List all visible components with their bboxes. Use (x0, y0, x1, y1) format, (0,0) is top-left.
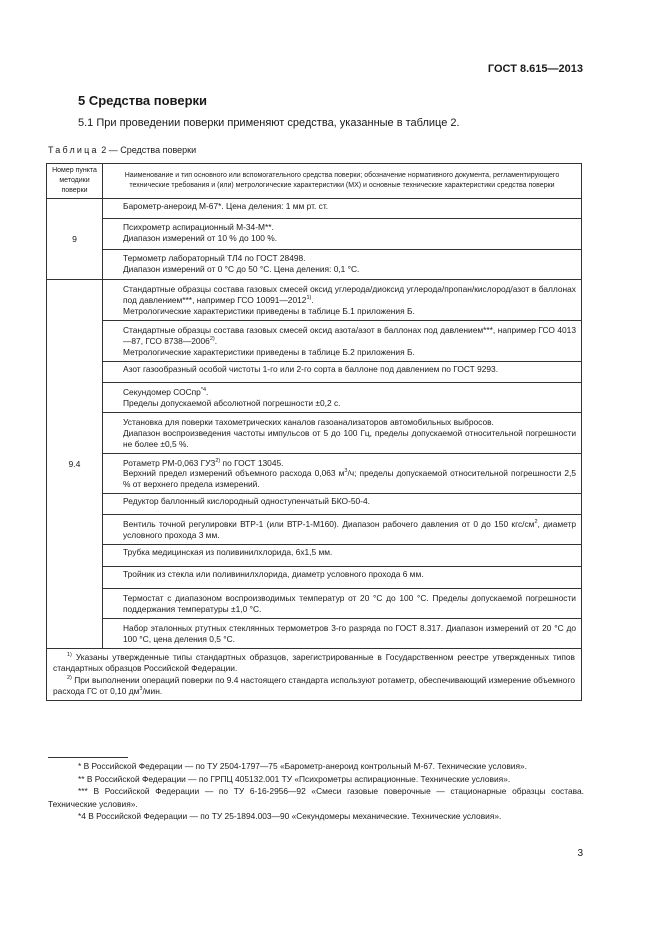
footnote: ** В Российской Федерации — по ГРПЦ 405132.001 ТУ «Психрометры аспирационные. Технические условия». (78, 773, 511, 784)
footnote: *** В Российской Федерации — по ТУ 6-16-2956—92 «Смеси газовые поверочные — стационарные образцы состава. Технические условия». (48, 786, 584, 809)
cell-text: Диапазон измерений от 10 % до 100 %. (123, 233, 278, 244)
cell-text: Тройник из стекла или поливинилхлорида, диаметр условного прохода 6 мм. (123, 569, 424, 580)
table-cell (103, 545, 582, 567)
cell-text: Диапазон измерений от 0 °С до 50 °С. Цена деления: 0,1 °С. (123, 264, 360, 275)
table-cell (103, 361, 582, 382)
table-header-row (47, 164, 582, 199)
footnotes (48, 760, 584, 823)
cell-text: Секундомер СОСпр$^{*4}$. (123, 386, 209, 397)
cell-text: Термометр лабораторный ТЛ4 по ГОСТ 28498. (123, 253, 306, 264)
table-notes (47, 648, 582, 700)
table-row (47, 382, 582, 412)
cell-text: Метрологические характеристики приведены в таблице Б.2 приложения Б. (123, 347, 415, 358)
table-cell (103, 199, 582, 219)
table-row (47, 361, 582, 382)
table-cell (103, 321, 582, 362)
footnote: * В Российской Федерации — по ТУ 2504-1797—75 «Барометр-анероид контрольный М-67. Технические условия». (78, 761, 527, 771)
item-number-9-4: 9.4 (47, 280, 103, 648)
table-caption-label: Таблица (48, 145, 99, 155)
cell-text: Пределы допускаемой абсолютной погрешности ±0,2 с. (123, 397, 341, 408)
table-cell (103, 567, 582, 589)
cell-text: Трубка медицинская из поливинилхлорида, 6х1,5 мм. (123, 547, 333, 558)
table-row (47, 250, 582, 280)
table-cell (103, 280, 582, 321)
cell-text: Набор эталонных ртутных стеклянных термометров 3-го разряда по ГОСТ 8.317. Диапазон измерений от 20 °С до 100 °С, цена деления 0,5 °С. (123, 623, 576, 644)
cell-text: Психрометр аспирационный М-34-М**. (123, 222, 274, 233)
cell-text: Азот газообразный особой чистоты 1-го или 2-го сорта в баллоне под давлением по ГОСТ 9293. (123, 363, 499, 374)
cell-text: Вентиль точной регулировки ВТР-1 (или ВТР-1-М160). Диапазон рабочего давления от 0 до 150 кгс/$см^2$, диаметр условного прохода 3 мм. (123, 519, 576, 541)
header-item-number: Номер пункта методики поверки (47, 164, 103, 199)
cell-text: Барометр-анероид М-67*. Цена деления: 1 мм рт. ст. (123, 201, 329, 212)
section-title: 5 Средства поверки (78, 93, 208, 108)
table-row (47, 494, 582, 515)
table-row (47, 567, 582, 589)
document-code: ГОСТ 8.615—2013 (487, 63, 583, 75)
table-row (47, 219, 582, 250)
table-caption-text: 2 — Средства поверки (101, 145, 197, 155)
table-caption (48, 145, 196, 155)
intro-paragraph: 5.1 При проведении поверки применяют средства, указанные в таблице 2. (78, 117, 460, 129)
table-cell (103, 412, 582, 453)
cell-text: Верхний предел измерений объемного расхода 0,063 $м^3/ч$; пределы допускаемой относительной погрешности 2,5 % от верхнего предела измерений. (123, 468, 576, 490)
cell-text: Термостат с диапазоном воспроизводимых температур от 20 °С до 100 °С. Пределы допускаемой погрешности поддержания температуры ±1,0 °С. (123, 593, 576, 615)
table-cell (103, 589, 582, 619)
cell-text: Диапазон воспроизведения частоты импульсов от 5 до 100 Гц, пределы допускаемой относительной погрешности не более ±0,5 %. (123, 427, 576, 449)
table-row (47, 589, 582, 619)
table-cell (103, 250, 582, 280)
cell-text: Установка для поверки тахометрических каналов газоанализаторов автомобильных выбросов. (123, 416, 494, 427)
header-description: Наименование и тип основного или вспомогательного средства поверки; обозначение нормативного документа, регламентирующего технические требования и (или) метрологические характеристики (МХ) и основные технические характеристики средства поверки (103, 164, 582, 199)
table-note-1: $^{1)}$ Указаны утвержденные типы стандартных образцов, зарегистрированные в Государственном реестре утвержденных типов стандартных образцов Российской Федерации. (53, 651, 575, 674)
table-row (47, 412, 582, 453)
footnote: *4 В Российской Федерации — по ТУ 25-1894.003—90 «Секундомеры механические. Технические условия». (78, 811, 502, 822)
table-row (47, 515, 582, 545)
table-note-2: $^{2)}$ При выполнении операций поверки по 9.4 настоящего стандарта используют ротаметр, обеспечивающий измерение объемного расхода ГС от 0,10 $дм^3$/мин. (53, 674, 575, 696)
table-cell (103, 494, 582, 515)
table-row (47, 199, 582, 219)
table-row (47, 321, 582, 362)
table-cell (103, 382, 582, 412)
table-row (47, 545, 582, 567)
page-number: 3 (577, 848, 583, 859)
table-row (47, 619, 582, 649)
table-cell (103, 453, 582, 494)
verification-tools-table (46, 163, 582, 701)
cell-text: Редуктор баллонный кислородный одноступенчатый БКО-50-4. (123, 496, 370, 507)
cell-text: Метрологические характеристики приведены в таблице Б.1 приложения Б. (123, 306, 415, 317)
footnote-separator (48, 757, 128, 758)
cell-text: Стандартные образцы состава газовых смесей оксид азота/азот в баллонах под давлением***, например ГСО 4013—87, ГСО 8738—2006$^{2)}$. (123, 325, 576, 347)
item-number-9: 9 (47, 199, 103, 280)
table-row (47, 453, 582, 494)
table-notes-row (47, 648, 582, 700)
table-cell (103, 619, 582, 649)
table-row (47, 280, 582, 321)
cell-text: Ротаметр РМ-0,063 ГУЗ$^{2)}$ по ГОСТ 13045. (123, 457, 284, 468)
table-cell (103, 515, 582, 545)
cell-text: Стандартные образцы состава газовых смесей оксид углерода/диоксид углерода/пропан/кислород/азот в баллонах под давлением***, например ГСО 10091—2012$^{1)}$. (123, 284, 576, 306)
table-cell (103, 219, 582, 250)
